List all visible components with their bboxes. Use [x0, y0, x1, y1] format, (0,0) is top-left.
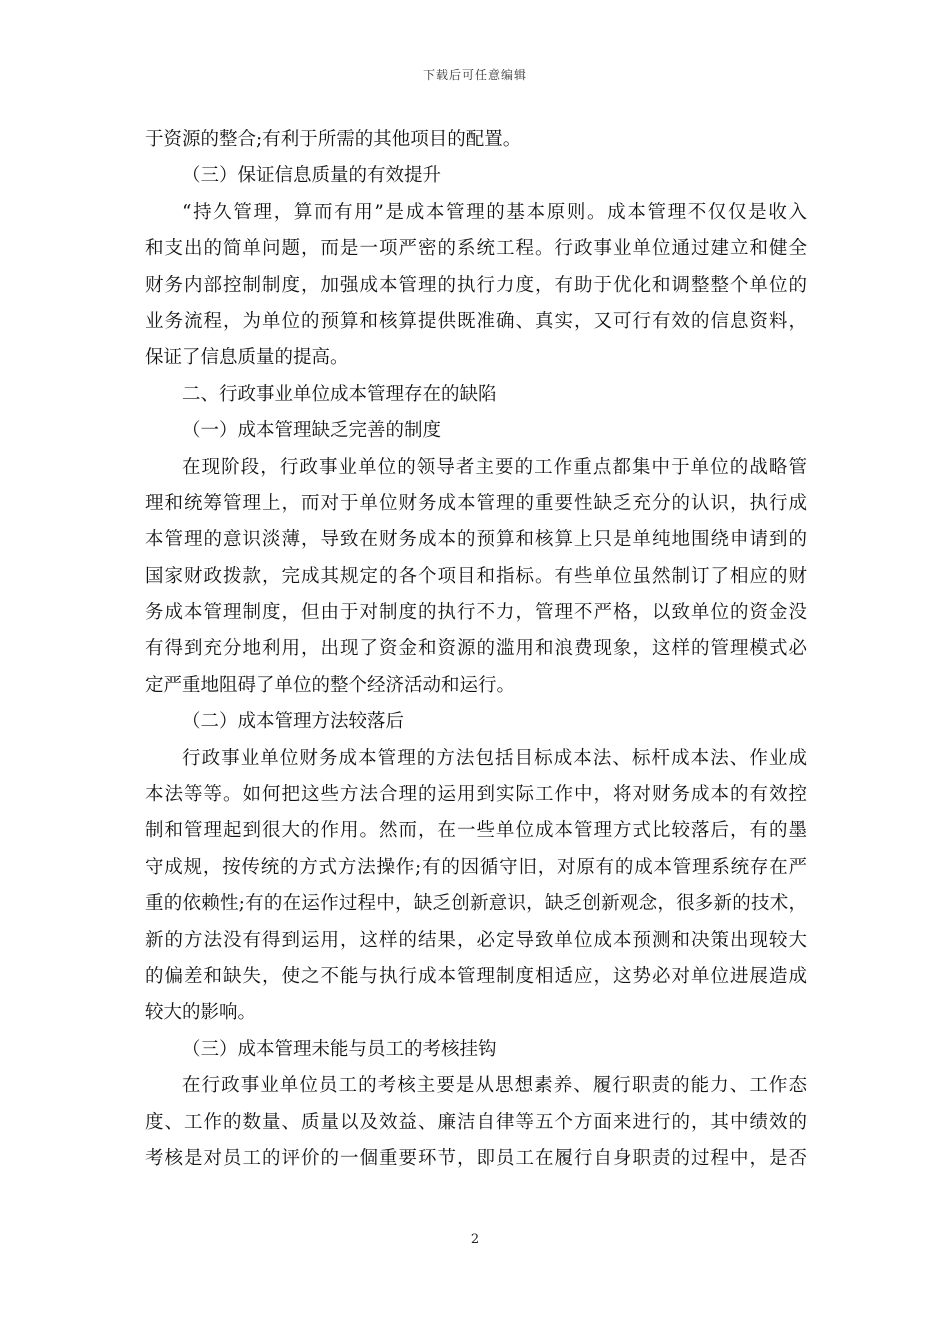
- body-text-line: 本管理的意识淡薄，导致在财务成本的预算和核算上只是单纯地围绕申请到的: [145, 529, 807, 551]
- body-text-line: 在现阶段，行政事业单位的领导者主要的工作重点都集中于单位的战略管: [182, 456, 807, 478]
- section-heading: （三）成本管理未能与员工的考核挂钩: [182, 1038, 497, 1060]
- page-number: 2: [470, 1232, 480, 1247]
- body-text-line: 重的依赖性;有的在运作过程中，缺乏创新意识，缺乏创新观念，很多新的技术，: [145, 893, 807, 915]
- body-text-line: 行政事业单位财务成本管理的方法包括目标成本法、标杆成本法、作业成: [182, 747, 807, 769]
- body-text-line: 财务内部控制制度，加强成本管理的执行力度，有助于优化和调整整个单位的: [145, 274, 807, 296]
- body-text-line: 较大的影响。: [145, 1002, 257, 1024]
- body-text-line: 制和管理起到很大的作用。然而，在一些单位成本管理方式比较落后，有的墨: [145, 820, 807, 842]
- body-text-line: 守成规，按传统的方式方法操作;有的因循守旧，对原有的成本管理系统存在严: [145, 856, 807, 878]
- body-text-line: 和支出的简单问题，而是一项严密的系统工程。行政事业单位通过建立和健全: [145, 238, 807, 260]
- body-text-line: 新的方法没有得到运用，这样的结果，必定导致单位成本预测和决策出现较大: [145, 929, 807, 951]
- body-text-line: 的偏差和缺失，使之不能与执行成本管理制度相适应，这势必对单位进展造成: [145, 965, 807, 987]
- body-text-line: 在行政事业单位员工的考核主要是从思想素养、履行职责的能力、工作态: [182, 1075, 807, 1097]
- body-text-line: 业务流程，为单位的预算和核算提供既准确、真实，又可行有效的信息资料，: [145, 310, 807, 332]
- page-header: 下载后可任意编辑: [422, 68, 527, 82]
- body-text-line: 定严重地阻碍了单位的整个经济活动和运行。: [145, 674, 516, 696]
- section-heading: （一）成本管理缺乏完善的制度: [182, 420, 442, 442]
- body-text-line: 国家财政拨款，完成其规定的各个项目和指标。有些单位虽然制订了相应的财: [145, 565, 807, 587]
- body-text-line: 于资源的整合;有利于所需的其他项目的配置。: [145, 129, 522, 150]
- body-text-line: 有得到充分地利用，出现了资金和资源的滥用和浪费现象，这样的管理模式必: [145, 638, 807, 660]
- body-text-line: 度、工作的数量、质量以及效益、廉洁自律等五个方面来进行的，其中绩效的: [145, 1111, 807, 1133]
- document-body: [145, 122, 807, 1177]
- section-heading: （三）保证信息质量的有效提升: [182, 165, 442, 187]
- body-text-line: 本法等等。如何把这些方法合理的运用到实际工作中，将对财务成本的有效控: [145, 784, 807, 806]
- body-text-line: “持久管理，算而有用”是成本管理的基本原则。成本管理不仅仅是收入: [182, 201, 807, 223]
- body-text-line: 考核是对员工的评价的一個重要环节，即员工在履行自身职责的过程中，是否: [145, 1147, 807, 1169]
- section-heading: （二）成本管理方法较落后: [182, 711, 405, 733]
- body-text-line: 保证了信息质量的提高。: [145, 347, 349, 369]
- body-text-line: 务成本管理制度，但由于对制度的执行不力，管理不严格，以致单位的资金没: [145, 602, 807, 624]
- section-heading: 二、行政事业单位成本管理存在的缺陷: [182, 383, 497, 405]
- body-text-line: 理和统筹管理上，而对于单位财务成本管理的重要性缺乏充分的认识，执行成: [145, 492, 807, 514]
